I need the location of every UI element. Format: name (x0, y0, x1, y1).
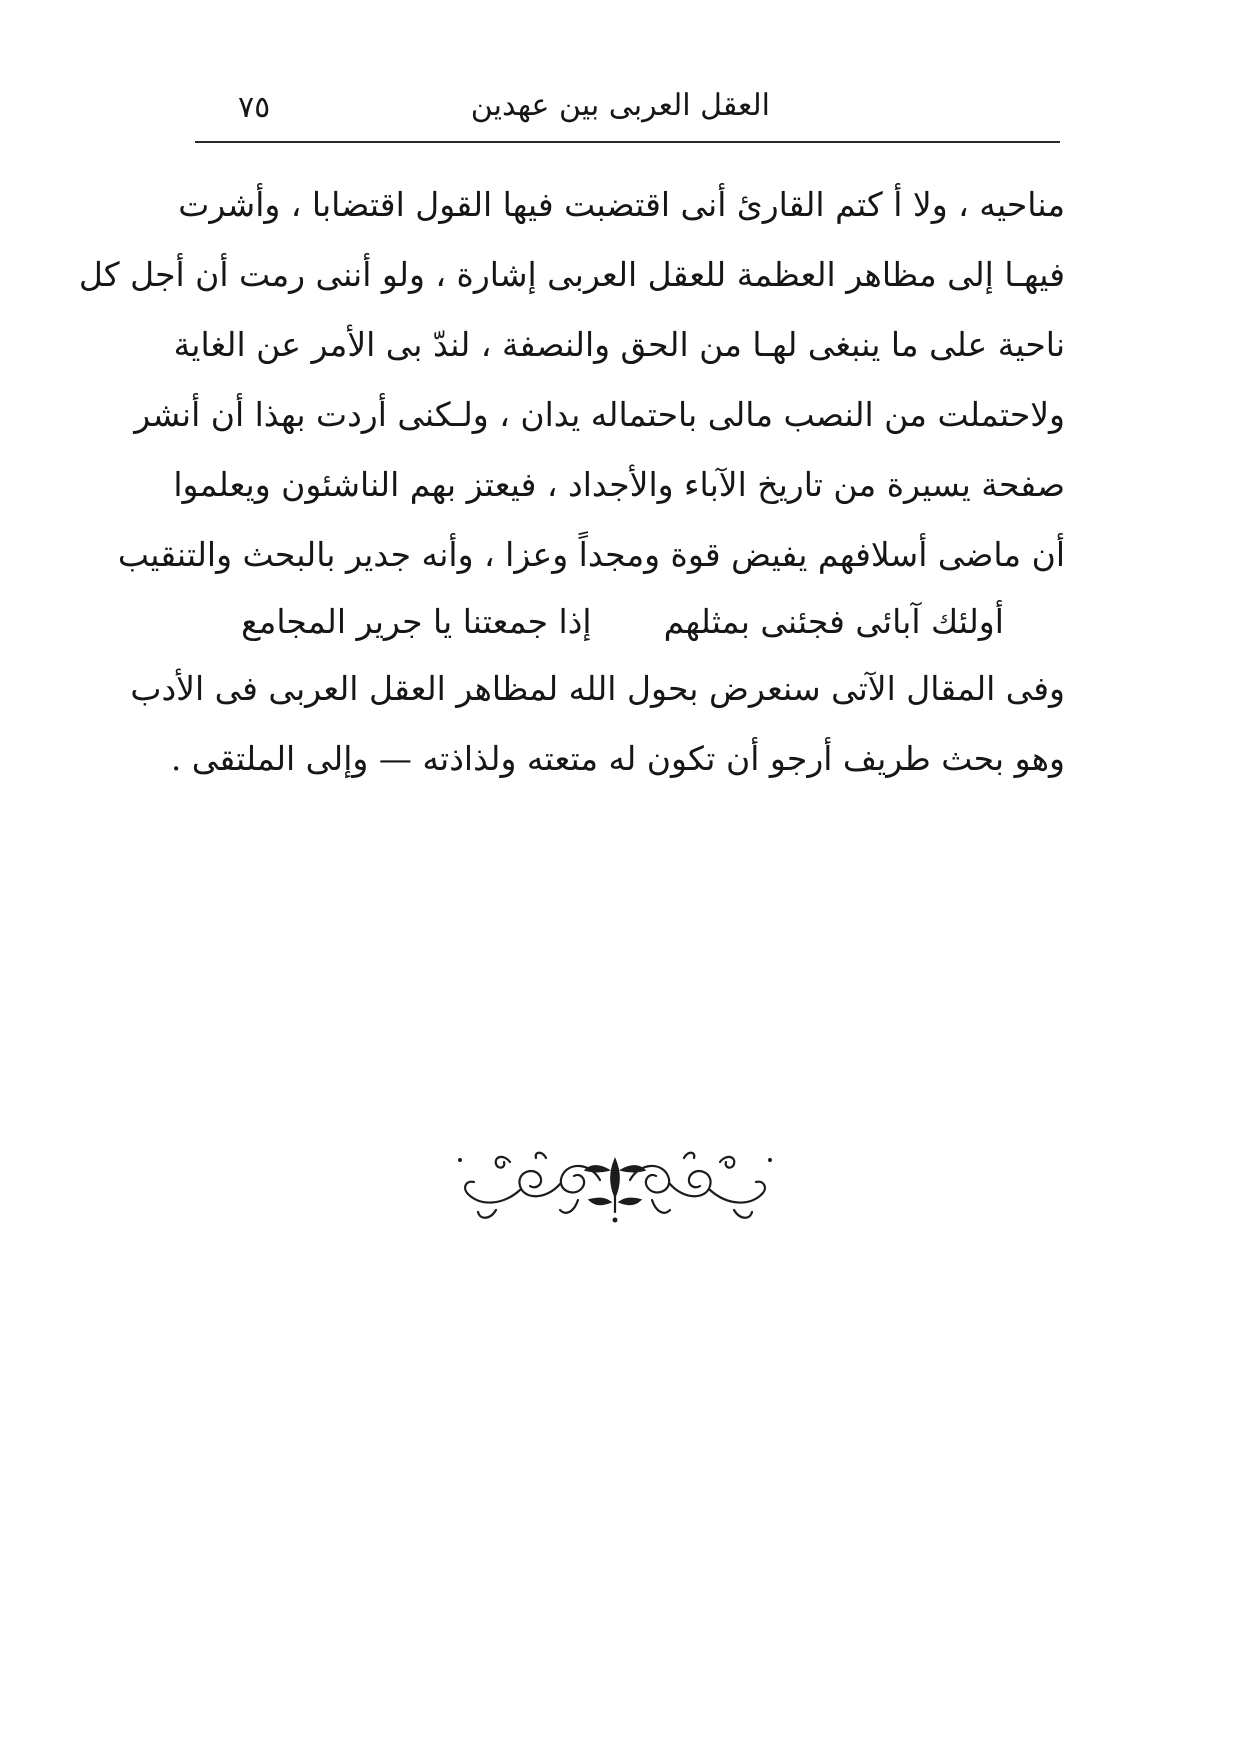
text-line: فيهـا إلى مظاهر العظمة للعقل العربى إشارة ، ولو أننى رمت أن أجل كل (78, 255, 1065, 294)
page-number: ٧٥ (238, 90, 271, 125)
floral-vignette-icon (450, 1140, 780, 1230)
running-title: العقل العربى بين عهدين (470, 88, 770, 123)
text-line: وفى المقال الآتى سنعرض بحول الله لمظاهر العقل العربى فى الأدب (130, 669, 1065, 708)
text-line: صفحة يسيرة من تاريخ الآباء والأجداد ، فيعتز بهم الناشئون ويعلموا (173, 465, 1065, 504)
text-line: ولاحتملت من النصب مالى باحتماله يدان ، ولـكنى أردت بهذا أن أنشر (134, 395, 1065, 434)
verse-first-hemistich: أولئك آبائى فجئنى بمثلهم (663, 602, 1004, 641)
text-line: وهو بحث طريف أرجو أن تكون له متعته ولذاذته — وإلى الملتقى . (170, 739, 1065, 778)
text-line: ناحية على ما ينبغى لهـا من الحق والنصفة ، لندّ بى الأمر عن الغاية (173, 325, 1065, 364)
verse-second-hemistich: إذا جمعتنا يا جرير المجامع (241, 602, 592, 641)
page-header (200, 88, 1060, 140)
text-line: أن ماضى أسلافهم يفيض قوة ومجداً وعزا ، وأنه جدير بالبحث والتنقيب (117, 535, 1065, 574)
text-line: مناحيه ، ولا أ كتم القارئ أنى اقتضبت فيها القول اقتضابا ، وأشرت (178, 185, 1065, 224)
header-rule (195, 141, 1060, 143)
body-text (78, 170, 1065, 794)
poetry-verse (180, 590, 1065, 654)
